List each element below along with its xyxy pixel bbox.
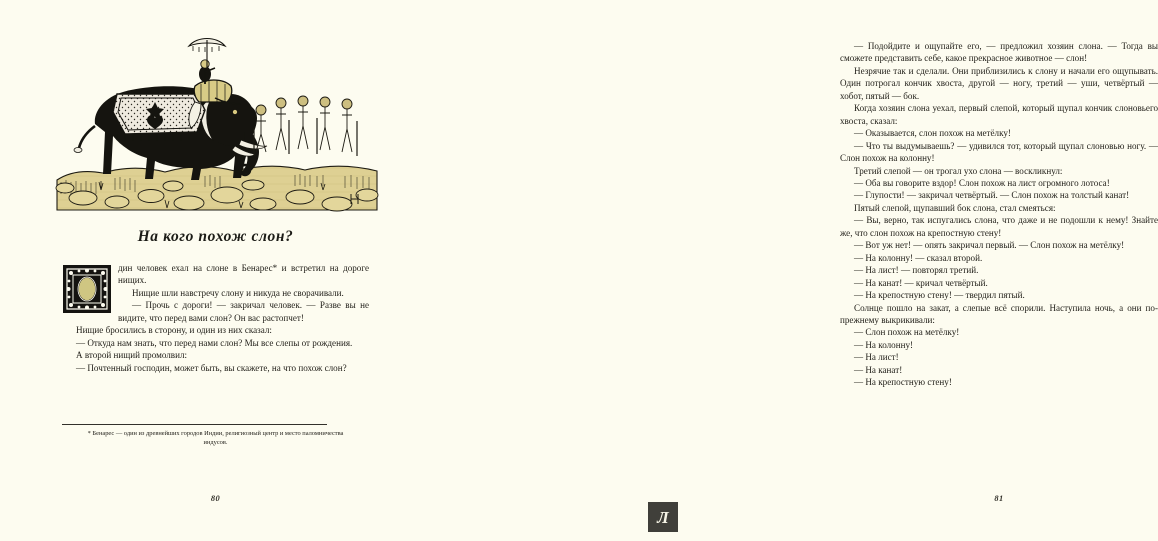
paragraph-text: — Вы, верно, так испугались слона, что даже и не подошли к нему! Знайте же, что слон похож на крепостную стену! [840,215,1158,238]
paragraph [840,177,1158,189]
paragraph [840,277,1158,289]
paragraph [840,289,1158,301]
right-page-text [840,40,1158,389]
paragraph [840,214,1158,239]
left-page [0,0,400,541]
paragraph [840,376,1158,388]
paragraph-text: Незрячие так и сделали. Они приблизились к слону и начали его ощупывать. Один потрогал кончик хвоста, другой — ногу, третий — уши, четвёртый — хобот, пятый — бок. [840,65,1158,101]
publisher-logo-letter: Л [657,507,669,527]
left-page-text [62,262,369,374]
right-page [400,0,1158,541]
blind-man [298,96,308,149]
paragraph-text: Солнце пошло на закат, а слепые всё спорили. Наступила ночь, а они по-прежнему выкрикивали: [840,302,1158,325]
paragraph-text: Когда хозяин слона уехал, первый слепой, который щупал кончик слоновьего хвоста, сказал: [840,103,1158,126]
footnote [62,424,369,447]
paragraph-text: — На лист! — повторял третий. [854,265,979,276]
paragraph-text: А второй нищий промолвил: [76,350,188,361]
paragraph [62,324,369,336]
paragraph-text: — На колонну! — сказал второй. [854,252,983,263]
paragraph-text: — На канат! — кричал четвёртый. [854,277,988,288]
paragraph [840,252,1158,264]
drop-cap-initial-o [62,264,112,314]
paragraph-text: Третий слепой — он трогал ухо слона — воскликнул: [854,165,1063,176]
elephant-and-blind-men-illustration [55,28,380,213]
paragraph-text: — На крепостную стену! — твердил пятый. [854,290,1025,301]
page-title: На кого похож слон? [137,228,294,245]
paragraph [840,40,1158,65]
paragraph-text: — Прочь с дороги! — закричал человек. — Разве вы не видите, что перед вами слон? Он вас растопчет! [118,300,369,323]
paragraph [840,165,1158,177]
paragraph [840,140,1158,165]
paragraph-text: — Вот уж нет! — опять закричал первый. — Слон похож на метёлку! [854,240,1125,251]
paragraph-text: — На канат! [854,364,903,375]
paragraph-text: — Подойдите и ощупайте его, — предложил хозяин слона. — Тогда вы сможете представить себе, какое прекрасное животное — слон! [840,41,1158,64]
blind-man [317,97,330,154]
page-number-left: 80 [210,494,221,503]
paragraph [840,202,1158,214]
paragraph [840,102,1158,127]
paragraph [840,127,1158,139]
publisher-logo [648,502,678,532]
paragraph-text: дин человек ехал на слоне в Бенарес* и встретил на дороге нищих. [118,263,369,286]
paragraph [840,302,1158,327]
paragraph [62,262,369,287]
paragraph [62,362,369,374]
blind-men-group [254,96,357,156]
paragraph-text: — На колонну! [854,339,914,350]
paragraph-text: Нищие бросились в сторону, и один из них сказал: [76,325,272,336]
paragraph-text: Пятый слепой, щупавший бок слона, стал смеяться: [854,202,1056,213]
blind-man [276,98,289,154]
paragraph [62,349,369,361]
elephant-rider [189,39,225,85]
paragraph [840,326,1158,338]
paragraph [840,65,1158,102]
paragraph [840,364,1158,376]
paragraph [840,189,1158,201]
paragraph [840,264,1158,276]
paragraph [840,351,1158,363]
paragraph-text: — Слон похож на метёлку! [854,327,960,338]
footnote-divider [62,424,327,425]
paragraph-text: — Оба вы говорите вздор! Слон похож на лист огромного лотоса! [854,177,1110,188]
paragraph-text: — Глупости! — закричал четвёртый. — Слон похож на толстый канат! [854,190,1130,201]
paragraph [840,339,1158,351]
paragraph-text: — Откуда нам знать, что перед нами слон? Мы все слепы от рождения. [76,337,353,348]
paragraph-text: — Что ты выдумываешь? — удивился тот, который щупал слоновью ногу. — Слон похож на колонну! [840,140,1158,164]
paragraph-text: Нищие шли навстречу слону и никуда не сворачивали. [132,287,344,298]
paragraph-text: — Почтенный господин, может быть, вы скажете, на что похож слон? [76,362,347,373]
paragraph-text: — На лист! [854,352,899,363]
elephant [74,80,267,180]
paragraph [840,239,1158,251]
page-number-right: 81 [994,494,1004,503]
footnote-text: * Бенарес — один из древнейших городов Индии, религиозный центр и место паломничества индусов. [87,430,344,446]
paragraph-text: — На крепостную стену! [854,377,952,388]
paragraph [62,337,369,349]
paragraph-text: — Оказывается, слон похож на метёлку! [854,128,1011,139]
blind-man [342,99,357,156]
